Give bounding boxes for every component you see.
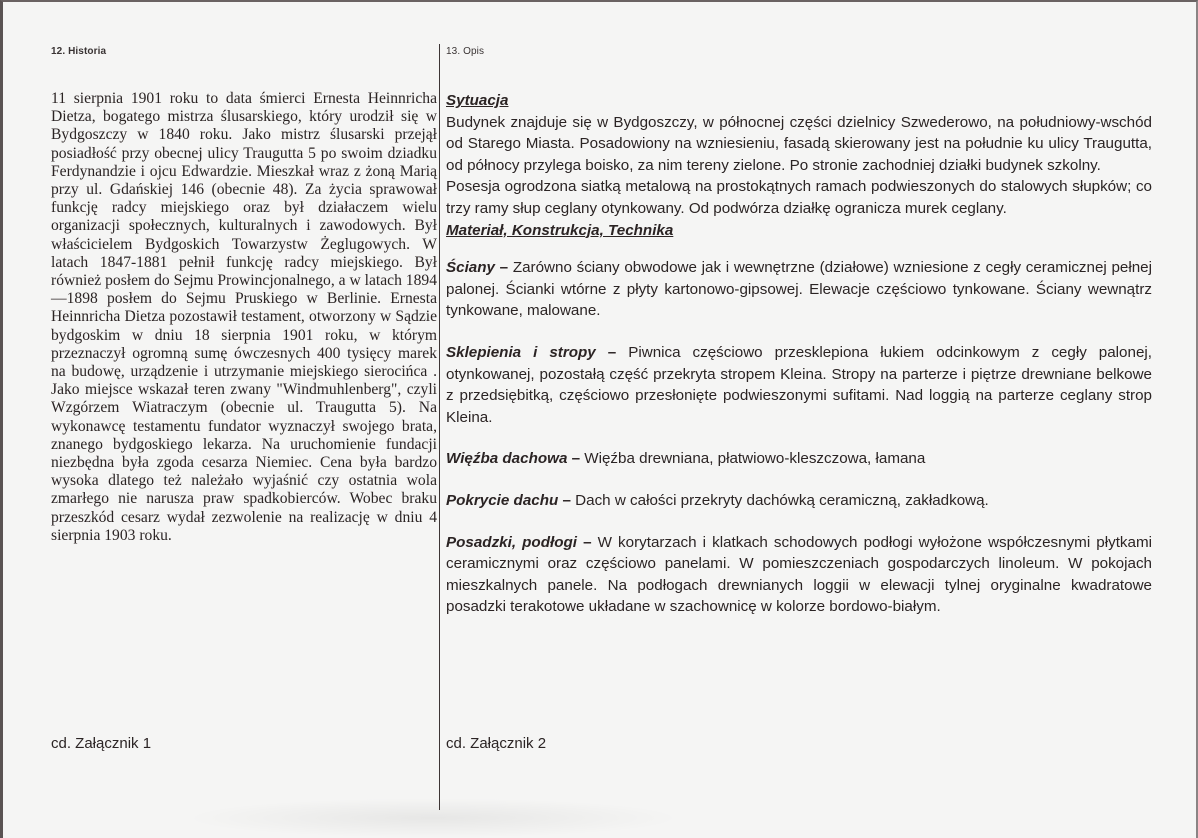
term-sklepienia: Sklepienia i stropy — [446, 343, 596, 361]
text-wiezba: Więźba drewniana, płatwiowo-kleszczowa, łamana — [584, 450, 926, 468]
description-column — [446, 90, 1152, 618]
item-sciany: Ściany – Zarówno ściany obwodowe jak i wewnętrzne (działowe) wzniesione z cegły ceramicznej pełnej palonej. Ścianki wtórne z płyty kartonowo-gipsowej. Elewacje częściowo tynkowane. Ściany wewnątrz tynkowane, malowane. — [446, 259, 1153, 320]
heading-material: Materiał, Konstrukcja, Technika — [446, 221, 674, 239]
term-pokrycie: Pokrycie dachu — [446, 491, 559, 509]
term-posadzki: Posadzki, podłogi — [446, 533, 577, 551]
item-pokrycie: Pokrycie dachu – Dach w całości przekryty dachówką ceramiczną, zakładkową. — [446, 491, 989, 509]
history-column — [51, 90, 437, 545]
footer-zalacznik-2: cd. Załącznik 2 — [446, 735, 547, 752]
text-pokrycie: Dach w całości przekryty dachówką ceramiczną, zakładkową. — [575, 491, 989, 509]
sytuacja-paragraph-2: Posesja ogrodzona siatką metalową na prostokątnych ramach podwieszonych do stalowych słupków; co trzy ramy słup ceglany otynkowany. Od podwórza działkę ogranicza murek ceglany. — [446, 178, 1152, 217]
section-label-opis: 13. Opis — [446, 46, 485, 57]
item-posadzki: Posadzki, podłogi – W korytarzach i klatkach schodowych podłogi wyłożone współczesnymi płytkami ceramicznymi oraz częściowo panelami. W pomieszczeniach gospodarczych linoleum. W pokojach mieszkalnych panele. Na podłogach drewnianych loggii w elewacji tylnej oryginalne kwadratowe posadzki terakotowe układane w szachownicę w kolorze bordowo-białym. — [446, 533, 1152, 616]
item-wiezba: Więźba dachowa – Więźba drewniana, płatwiowo-kleszczowa, łamana — [446, 450, 926, 468]
footer-zalacznik-1: cd. Załącznik 1 — [51, 735, 152, 752]
text-posadzki: W korytarzach i klatkach schodowych podłogi wyłożone współczesnymi płytkami ceramicznymi oraz częściowo panelami. W pomieszczeniach gospodarczych linoleum. W pokojach mieszkalnych panele. Na podłogach drewnianych loggii w elewacji tylnej oryginalne kwadratowe posadzki terakotowe układane w szachownicę w kolorze bordowo-białym. — [446, 533, 1152, 616]
text-sklepienia: Piwnica częściowo przesklepiona łukiem odcinkowym z cegły palonej, otynkowanej, pozostałą część przekryta stropem Kleina. Stropy na parterze i piętrze drewniane belkowe z przedsiębitką, częściowo przesłonięte podwieszonymi sufitami. Nad loggią na parterze ceglany strop Kleina. — [446, 343, 1152, 426]
history-text: 11 sierpnia 1901 roku to data śmierci Ernesta Heinnricha Dietza, bogatego mistrza ślusarskiego, który urodził się w Bydgoszczy w 1840 roku. Jako mistrz ślusarski przejął posiadłość przy obecnej ulicy Traugutta 5 po swoim dziadku Ferdynandzie i ojcu Edwardzie. Mieszkał wraz z żoną Marią przy ul. Gdańskiej 146 (obecnie 48). Za życia sprawował funkcję radcy miejskiego oraz był działaczem wielu organizacji społecznych, kulturalnych i zawodowych. Był właścicielem Bydgoskich Towarzystw Żeglugowych. W latach 1847-1881 pełnił funkcję radcy miejskiego. Był również posłem do Sejmu Prowincjonalnego, a w latach 1894—1898 posłem do Sejmu Pruskiego w Berlinie. Ernesta Heinnricha Dietza pozostawił testament, otworzony w Sądzie bydgoskim w dniu 18 sierpnia 1901 roku, w którym przeznaczył ogromną sumę ówczesnych 400 tysięcy marek na budowę, urządzenie i utrzymanie miejskiego sierocińca . Jako miejsce wskazał teren zwany "Windmuhlenberg", czyli Wzgórzem Wiatraczym (obecnie ul. Traugutta 5). Na wykonawcę testamentu fundator wyznaczył swojego brata, znanego bydgoskiego lekarza. Na uruchomienie fundacji niezbędna była zgoda cesarza Niemiec. Cena była bardzo wysoka dlatego też należało wyjaśnić czy ostatnia wola zmarłego nie narusza praw spadkobierców. Wobec braku przeszkód cesarz wydał zezwolenie na realizację w dniu 4 sierpnia 1903 roku. — [51, 90, 437, 544]
sytuacja-paragraph-1: Budynek znajduje się w Bydgoszczy, w północnej części dzielnicy Szwederowo, na południowy-wschód od Starego Miasta. Posadowiony na wzniesieniu, fasadą skierowany jest na południe ku ulicy Traugutta, od północy przylega boisko, za nim tereny zielone. Po stronie zachodniej działki budynek szkolny. — [446, 113, 1152, 174]
column-divider — [439, 44, 440, 810]
term-sciany: Ściany — [446, 259, 495, 277]
section-label-historia: 12. Historia — [51, 46, 107, 57]
term-wiezba: Więźba dachowa — [446, 450, 568, 468]
scan-shadow — [183, 798, 683, 838]
heading-sytuacja: Sytuacja — [446, 92, 509, 109]
item-sklepienia: Sklepienia i stropy – Piwnica częściowo przesklepiona łukiem odcinkowym z cegły palonej, otynkowanej, pozostałą część przekryta stropem Kleina. Stropy na parterze i piętrze drewniane belkowe z przedsiębitką, częściowo przesłonięte podwieszonymi sufitami. Nad loggią na parterze ceglany strop Kleina. — [446, 343, 1152, 426]
text-sciany: Zarówno ściany obwodowe jak i wewnętrzne (działowe) wzniesione z cegły ceramicznej pełnej palonej. Ścianki wtórne z płyty kartonowo-gipsowej. Elewacje częściowo tynkowane. Ściany wewnątrz tynkowane, malowane. — [446, 259, 1153, 320]
